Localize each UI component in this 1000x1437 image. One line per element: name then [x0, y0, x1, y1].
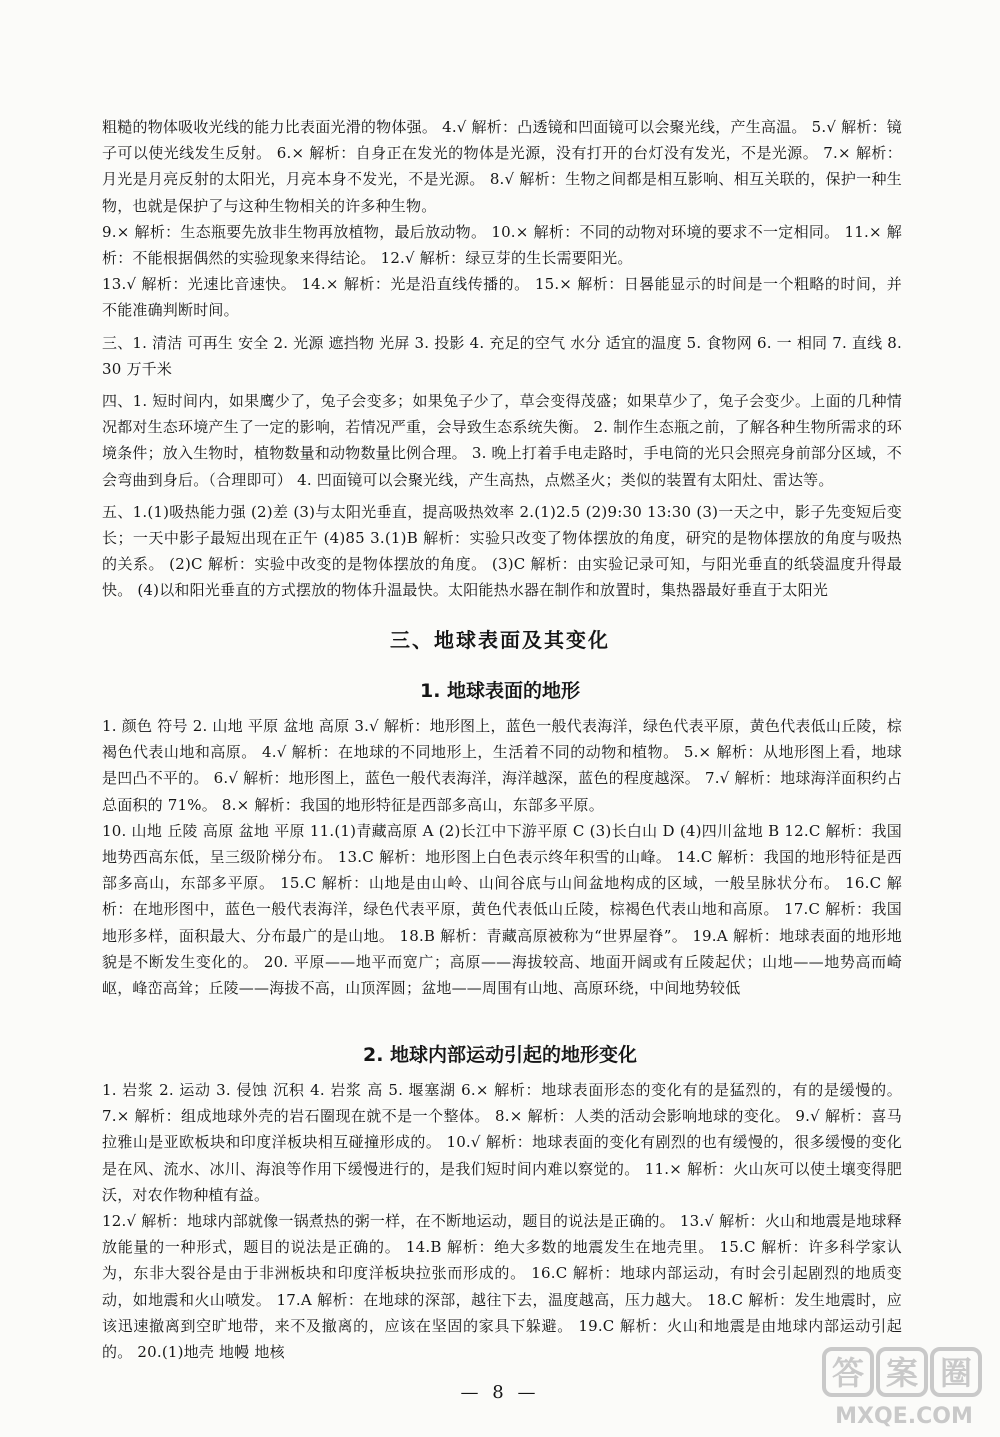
watermark-domain: MXQE.COM: [835, 1404, 973, 1429]
section-title: 三、地球表面及其变化: [390, 628, 610, 652]
top-answers: [102, 114, 902, 604]
lesson-1-title: 1. 地球表面的地形: [419, 680, 581, 702]
paragraph: 1. 岩浆 2. 运动 3. 侵蚀 沉积 4. 岩浆 高 5. 堰塞湖 6.× 解析：地球表面形态的变化有的是猛烈的，有的是缓慢的。 7.× 解析：组成地球外壳的岩石圈现在就不是一个整体。 8.× 解析：人类的活动会影响地球的变化。 9.√ 解析：喜马拉雅山是亚欧板块和印度洋板块相互碰撞形成的。 10.√ 解析：地球表面的变化有剧烈的也有缓慢的，很多缓慢的变化是在风、流水、冰川、海浪等作用下缓慢进行的，是我们短时间内难以察觉的。 11.× 解析：火山灰可以使土壤变得肥沃，对农作物种植有益。: [102, 1081, 902, 1204]
paragraph: 三、1. 清洁 可再生 安全 2. 光源 遮挡物 光屏 3. 投影 4. 充足的空气 水分 适宜的温度 5. 食物网 6. 一 相同 7. 直线 8. 30 万千米: [102, 333, 902, 378]
paragraph: 粗糙的物体吸收光线的能力比表面光滑的物体强。 4.√ 解析：凸透镜和凹面镜可以会聚光线，产生高温。 5.√ 解析：镜子可以使光线发生反射。 6.× 解析：自身正在发光的物体是光源，没有打开的台灯没有发光，不是光源。 7.× 解析：月光是月亮反射的太阳光，月亮本身不发光，不是光源。 8.√ 解析：生物之间都是相互影响、相互关联的，保护一种生物，也就是保护了与这种生物相关的许多种生物。: [102, 118, 902, 215]
lesson-2-answers: [102, 1077, 902, 1365]
page-number: — 8 —: [460, 1382, 540, 1403]
lesson-2-title: 2. 地球内部运动引起的地形变化: [362, 1044, 638, 1066]
paragraph: 12.√ 解析：地球内部就像一锅煮热的粥一样，在不断地运动，题目的说法是正确的。 13.√ 解析：火山和地震是地球释放能量的一种形式，题目的说法是正确的。 14.B 解析：绝大多数的地震发生在地壳里。 15.C 解析：许多科学家认为，东非大裂谷是由于非洲板块和印度洋板块拉张而形成的。 16.C 解析：地球内部运动，有时会引起剧烈的地质变动，如地震和火山喷发。 17.A 解析：在地球的深部，越往下去，温度越高，压力越大。 18.C 解析：发生地震时，应该迅速撤离到空旷地带，来不及撤离的，应该在坚固的家具下躲避。 19.C 解析：火山和地震是由地球内部运动引起的。 20.(1)地壳 地幔 地核: [102, 1212, 902, 1362]
watermark-glyph: 圈: [939, 1354, 973, 1392]
lesson-1-answers: [102, 713, 902, 1001]
watermark-glyph: 答: [831, 1354, 865, 1392]
watermark-glyph: 案: [885, 1354, 919, 1392]
watermark-graphic: [824, 1349, 980, 1429]
paragraph: 五、1.(1)吸热能力强 (2)差 (3)与太阳光垂直，提高吸热效率 2.(1)2.5 (2)9:30 13:30 (3)一天之中，影子先变短后变长；一天中影子最短出现在正午 (4)85 3.(1)B 解析：实验只改变了物体摆放的角度，研究的是物体摆放的角度与吸热的关系。 (2)C 解析：实验中改变的是物体摆放的角度。 (3)C 解析：由实验记录可知，与阳光垂直的纸袋温度升得最快。 (4)以和阳光垂直的方式摆放的物体升温最快。太阳能热水器在制作和放置时，集热器最好垂直于太阳光: [102, 502, 902, 600]
paragraph: 10. 山地 丘陵 高原 盆地 平原 11.(1)青藏高原 A (2)长江中下游平原 C (3)长白山 D (4)四川盆地 B 12.C 解析：我国地势西高东低，呈三级阶梯分布。 13.C 解析：地形图上白色表示终年积雪的山峰。 14.C 解析：我国的地形特征是西部多高山，东部多平原。 15.C 解析：山地是由山岭、山间谷底与山间盆地构成的区域，一般呈脉状分布。 16.C 解析：在地形图中，蓝色一般代表海洋，绿色代表平原，黄色代表低山丘陵，棕褐色代表山地和高原。 17.C 解析：我国地形多样，面积最大、分布最广的是山地。 18.B 解析：青藏高原被称为“世界屋脊”。 19.A 解析：地球表面的地形地貌是不断发生变化的。 20. 平原——地平而宽广；高原——海拔较高、地面开阔或有丘陵起伏；山地——地势高而崎岖，峰峦高耸；丘陵——海拔不高，山顶浑圆；盆地——周围有山地、高原环绕，中间地势较低: [102, 821, 902, 998]
paragraph: 1. 颜色 符号 2. 山地 平原 盆地 高原 3.√ 解析：地形图上，蓝色一般代表海洋，绿色代表平原，黄色代表低山丘陵，棕褐色代表山地和高原。 4.√ 解析：在地球的不同地形上，生活着不同的动物和植物。 5.× 解析：从地形图上看，地球是凹凸不平的。 6.√ 解析：地形图上，蓝色一般代表海洋，海洋越深，蓝色的程度越深。 7.√ 解析：地球海洋面积约占总面积的 71%。 8.× 解析：我国的地形特征是西部多高山，东部多平原。: [102, 717, 902, 814]
paragraph: 9.× 解析：生态瓶要先放非生物再放植物，最后放动物。 10.× 解析：不同的动物对环境的要求不一定相同。 11.× 解析：不能根据偶然的实验现象来得结论。 12.√ 解析：绿豆芽的生长需要阳光。: [102, 222, 902, 268]
watermark-logo: [820, 1345, 990, 1431]
paragraph: 13.√ 解析：光速比音速快。 14.× 解析：光是沿直线传播的。 15.× 解析：日晷能显示的时间是一个粗略的时间，并不能准确判断时间。: [102, 275, 902, 320]
paragraph: 四、1. 短时间内，如果鹰少了，兔子会变多；如果兔子少了，草会变得茂盛；如果草少了，兔子会变少。上面的几种情况都对生态环境产生了一定的影响，若情况严重，会导致生态系统失衡。 2. 制作生态瓶之前，了解各种生物所需求的环境条件；放入生物时，植物数量和动物数量比例合理。 3. 晚上打着手电走路时，手电筒的光只会照亮身前部分区域，不会弯曲到身后。（合理即可） 4. 凹面镜可以会聚光线，产生高热，点燃圣火；类似的装置有太阳灶、雷达等。: [102, 392, 902, 489]
